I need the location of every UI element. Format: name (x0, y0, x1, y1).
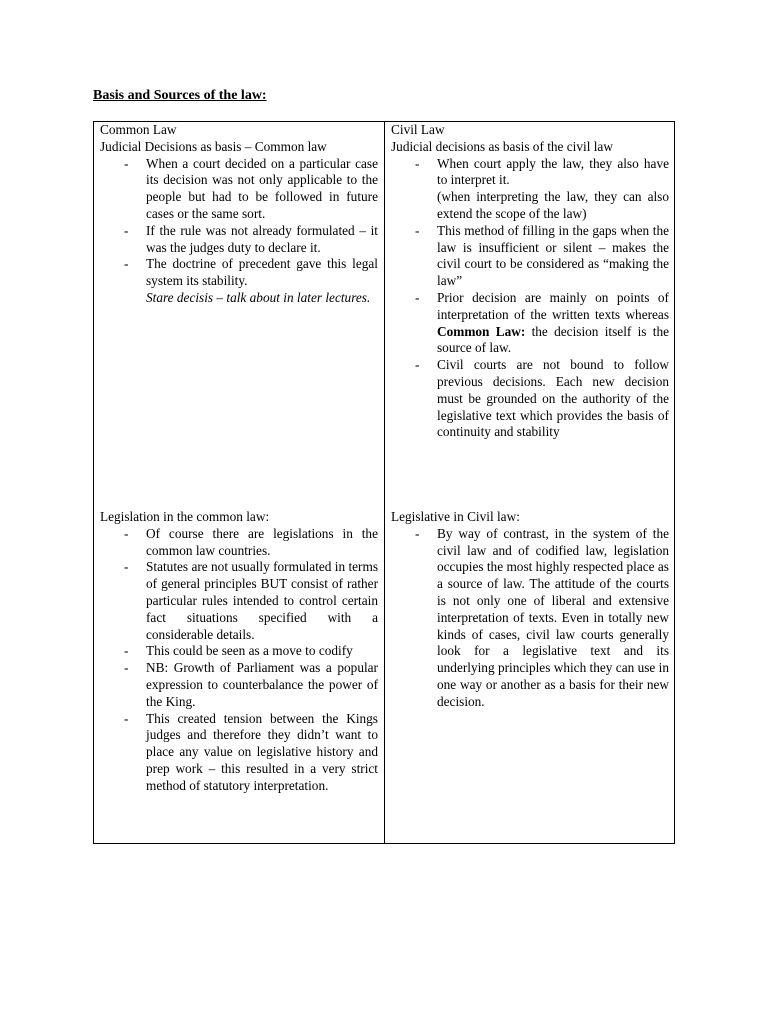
comparison-table (93, 121, 675, 844)
bullet-dash: - (415, 289, 420, 305)
list-item: - Statutes are not usually formulated in terms of general principles BUT consist of rather particular rules intended to control certain fact situations specified with a considerable details. (124, 559, 378, 642)
civil-law-subheading: Judicial decisions as basis of the civil law (391, 138, 613, 154)
bullet-dash: - (415, 155, 420, 171)
bullet-dash: - (124, 525, 129, 541)
civil-law-legislation-list (391, 526, 669, 711)
common-law-heading: Common Law (100, 122, 177, 137)
common-law-list (100, 156, 378, 307)
interpretation-note: (when interpreting the law, they can also extend the scope of the law) (437, 189, 669, 221)
civil-law-heading: Civil Law (391, 122, 445, 137)
list-item: - Prior decision are mainly on points of interpretation of the written texts whereas Common Law: the decision itself is the source of law. (415, 289, 670, 356)
list-item: - This method of filling in the gaps when the law is insufficient or silent – makes the civil court to be considered as “making the law” (415, 222, 669, 289)
list-item: - Of course there are legislations in the common law countries. (124, 525, 378, 558)
common-law-legislation-heading: Legislation in the common law: (100, 509, 270, 524)
list-item: - NB: Growth of Parliament was a popular expression to counterbalance the power of the King. (124, 660, 378, 709)
bullet-dash: - (415, 222, 420, 238)
page-title: Basis and Sources of the law: (93, 88, 267, 103)
bullet-dash: - (124, 643, 129, 659)
bullet-dash: - (124, 710, 129, 726)
common-law-legislation-list (100, 526, 378, 795)
civil-law-legislation-heading: Legislative in Civil law: (391, 509, 520, 524)
list-item: - The doctrine of precedent gave this legal system its stability. Stare decisis – talk about in later lectures. (124, 256, 378, 305)
common-law-cell (100, 122, 378, 307)
bullet-dash: - (124, 660, 129, 676)
common-law-emphasis: Common Law: (437, 323, 526, 339)
common-law-subheading: Judicial Decisions as basis – Common law (100, 138, 327, 154)
list-item: - When a court decided on a particular case its decision was not only applicable to the people but had to be followed in future cases or the same sort. (124, 155, 378, 221)
bullet-dash: - (415, 525, 420, 541)
stare-decisis-note: Stare decisis – talk about in later lectures. (146, 289, 371, 305)
column-divider (384, 122, 385, 843)
bullet-dash: - (124, 222, 129, 238)
civil-law-list (391, 156, 669, 442)
bullet-dash: - (124, 559, 129, 575)
bullet-dash: - (415, 357, 420, 373)
list-item: - Civil courts are not bound to follow previous decisions. Each new decision must be grounded on the authority of the legislative text which provides the basis of continuity and stability (415, 357, 669, 440)
civil-law-legislation-cell (391, 509, 669, 711)
civil-law-cell (391, 122, 669, 441)
list-item: - This could be seen as a move to codify (124, 643, 353, 659)
bullet-dash: - (124, 155, 129, 171)
list-item: - When court apply the law, they also have to interpret it. (when interpreting the law, they can also extend the scope of the law) (415, 155, 669, 221)
list-item: - If the rule was not already formulated – it was the judges duty to declare it. (124, 222, 378, 255)
common-law-legislation-cell (100, 509, 378, 795)
list-item: - This created tension between the Kings judges and therefore they didn’t want to place any value on legislative history and prep work – this resulted in a very strict method of statutory interpretation. (124, 710, 378, 793)
list-item: - By way of contrast, in the system of the civil law and of codified law, legislation occupies the most highly respected place as a source of law. The attitude of the courts is not only one of liberal and extensive interpretation of texts. Even in totally new kinds of cases, civil law courts generally look for a legislative text and its underlying principles which they can use in one way or another as a basis for their new decision. (415, 525, 669, 709)
bullet-dash: - (124, 256, 129, 272)
